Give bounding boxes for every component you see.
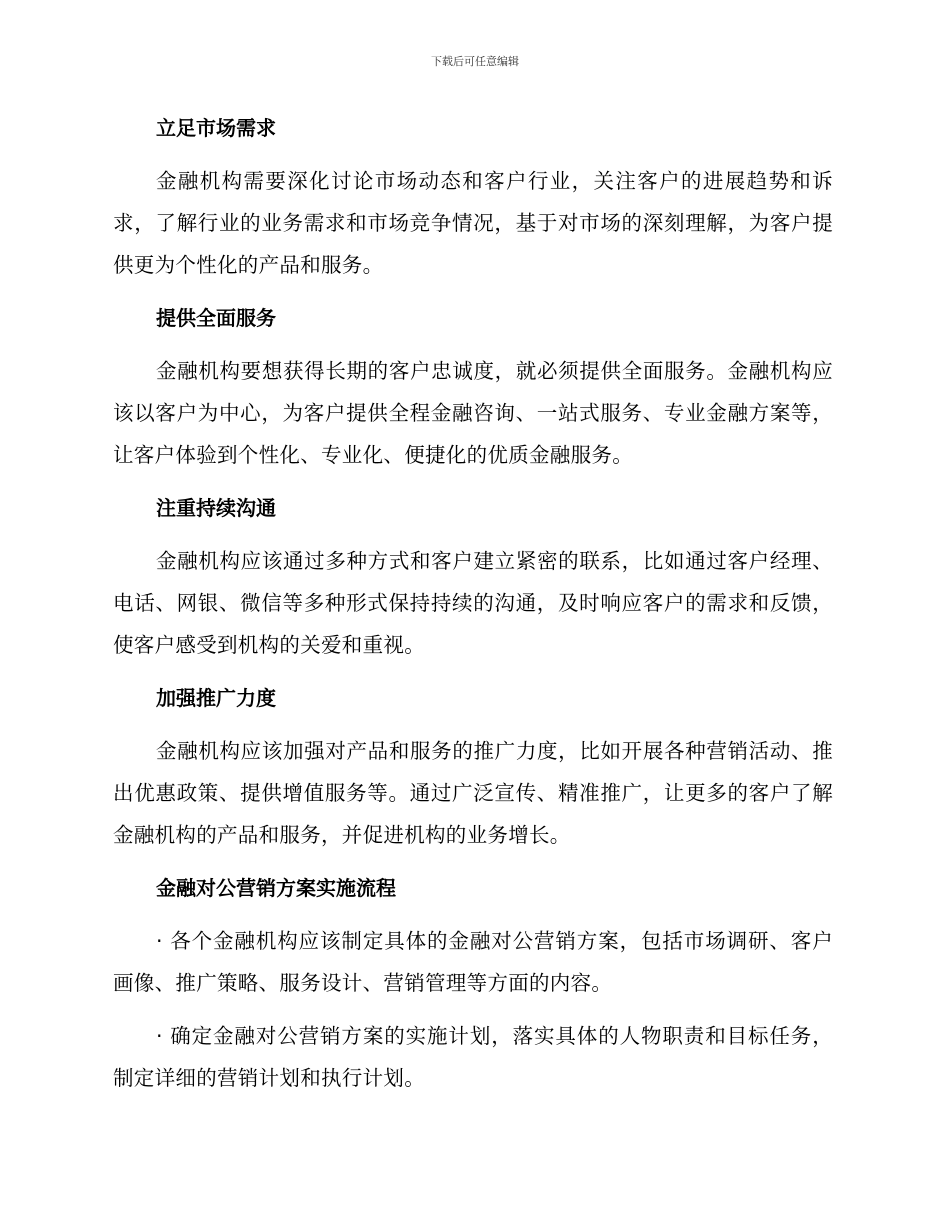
section-market-demand: [113, 107, 833, 286]
section-heading: 提供全面服务: [156, 306, 276, 330]
section-communication: [113, 487, 833, 666]
section-full-service: [113, 297, 833, 476]
section-heading: 金融对公营销方案实施流程: [156, 876, 396, 900]
header-note: 下载后可任意编辑: [431, 55, 519, 68]
bullet-paragraph: · 确定金融对公营销方案的实施计划，落实具体的人物职责和目标任务，制定详细的营销计划和执行计划。: [113, 1024, 833, 1090]
section-implementation-process: [113, 867, 833, 1099]
document-body: [113, 107, 833, 1110]
section-paragraph: 金融机构需要深化讨论市场动态和客户行业，关注客户的进展趋势和诉求，了解行业的业务需求和市场竞争情况，基于对市场的深刻理解，为客户提供更为个性化的产品和服务。: [113, 169, 833, 277]
section-paragraph: 金融机构应该通过多种方式和客户建立紧密的联系，比如通过客户经理、电话、网银、微信等多种形式保持持续的沟通，及时响应客户的需求和反馈，使客户感受到机构的关爱和重视。: [113, 549, 833, 657]
section-paragraph: 金融机构要想获得长期的客户忠诚度，就必须提供全面服务。金融机构应该以客户为中心，为客户提供全程金融咨询、一站式服务、专业金融方案等，让客户体验到个性化、专业化、便捷化的优质金融服务。: [113, 359, 833, 467]
bullet-paragraph: · 各个金融机构应该制定具体的金融对公营销方案，包括市场调研、客户画像、推广策略、服务设计、营销管理等方面的内容。: [113, 929, 833, 995]
section-paragraph: 金融机构应该加强对产品和服务的推广力度，比如开展各种营销活动、推出优惠政策、提供增值服务等。通过广泛宣传、精准推广，让更多的客户了解金融机构的产品和服务，并促进机构的业务增长。: [113, 739, 833, 847]
section-heading: 注重持续沟通: [156, 496, 276, 520]
section-heading: 加强推广力度: [156, 686, 276, 710]
section-promotion: [113, 677, 833, 856]
section-heading: 立足市场需求: [156, 116, 276, 140]
